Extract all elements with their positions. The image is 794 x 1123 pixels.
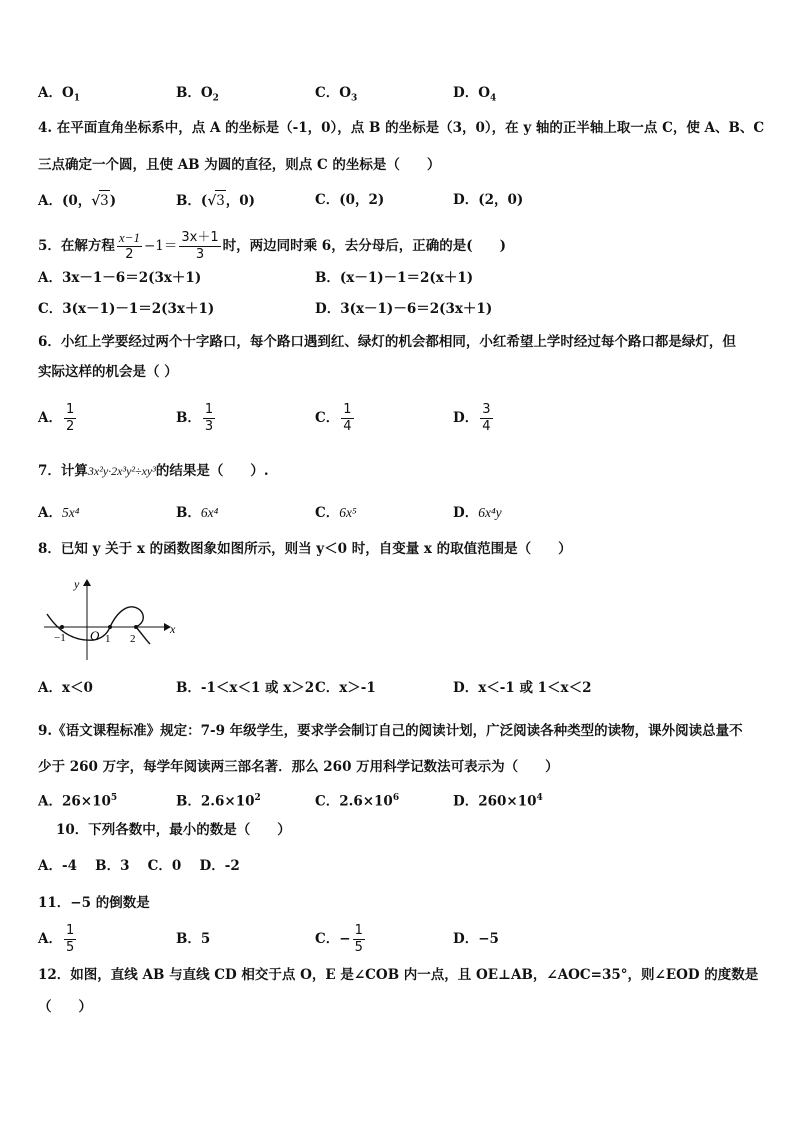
point-2 xyxy=(134,625,138,629)
q8-option-b: B．-1＜x＜1 或 x＞2 xyxy=(176,680,315,696)
q4-stem-line2: 三点确定一个圆，且使 AB 为圆的直径，则点 C 的坐标是（ ） xyxy=(38,157,441,173)
q8-option-d: D．x＜-1 或 1＜x＜2 xyxy=(453,680,592,696)
q11-option-a: A． $\frac{1}{5}$ xyxy=(38,923,75,955)
q6-option-d: D． $\frac{3}{4}$ xyxy=(453,402,491,434)
q8-option-c: C．x＞-1 xyxy=(315,680,376,696)
q4-option-a: A．(0，√3) xyxy=(38,190,116,211)
q5-stem: 5．在解方程 $\frac{x-1}{2}$ −1＝ $\frac{3x+1}{3}$ 时，两边同时乘 6，去分母后，正确的是( ) xyxy=(38,230,506,262)
q12-stem-line1: 12．如图，直线 AB 与直线 CD 相交于点 O，E 是∠COB 内一点，且 OE⊥AB，∠AOC=35°，则∠EOD 的度数是 xyxy=(38,967,759,983)
q6-stem-line2: 实际这样的机会是（ ） xyxy=(38,364,178,380)
q8-stem: 8．已知 y 关于 x 的函数图象如图所示，则当 y＜0 时，自变量 x 的取值范围是（ ） xyxy=(38,541,572,557)
q3-option-d: D．$O_4$ xyxy=(453,85,497,104)
q4-option-c: C．(0，2) xyxy=(315,192,385,208)
x-label: x xyxy=(170,622,176,636)
q12-stem-line2: （ ） xyxy=(38,999,92,1015)
q5-option-a: A．3x－1－6＝2(3x＋1) xyxy=(38,270,202,286)
q5-option-d: D．3(x－1)－6＝2(3x＋1) xyxy=(315,301,493,317)
q9-option-d: D．$260\times 10^4$ xyxy=(453,793,543,810)
q6-stem-line1: 6．小红上学要经过两个十字路口，每个路口遇到红、绿灯的机会都相同，小红希望上学时经过每个路口都是绿灯，但 xyxy=(38,334,736,350)
q7-option-d: D．6x⁴y xyxy=(453,505,502,521)
q8-function-graph xyxy=(42,574,182,664)
q5-option-c: C．3(x－1)－1＝2(3x＋1) xyxy=(38,301,215,317)
q9-option-c: C．$2.6\times 10^6$ xyxy=(315,793,400,810)
q7-option-b: B．6x⁴ xyxy=(176,505,219,521)
q3-option-b: B．$O_2$ xyxy=(176,85,219,104)
q5-fraction-2: $\frac{3x+1}{3}$ xyxy=(181,230,219,262)
q4-stem-line1: 4. 在平面直角坐标系中，点 A 的坐标是（-1，0），点 B 的坐标是（3，0），在 y 轴的正半轴上取一点 C，使 A、B、C xyxy=(38,120,765,136)
q9-stem-line2: 少于 260 万字，每学年阅读两三部名著．那么 260 万用科学记数法可表示为（ ） xyxy=(38,759,559,775)
q5-option-b: B．(x－1)－1＝2(x＋1) xyxy=(315,270,474,286)
q8-option-a: A．x＜0 xyxy=(38,680,93,696)
q7-option-c: C．6x⁵ xyxy=(315,505,357,521)
q5-fraction-1: $\frac{x-1}{2}$ xyxy=(118,230,140,262)
q6-option-b: B． $\frac{1}{3}$ xyxy=(176,402,214,434)
q7-stem: 7．计算3x²y·2x³y²÷xy³的结果是（ ）. xyxy=(38,463,269,479)
q3-option-a: A．$O_1$ xyxy=(38,85,80,104)
q6-option-a: A． $\frac{1}{2}$ xyxy=(38,402,75,434)
q9-option-b: B．$2.6\times 10^2$ xyxy=(176,793,261,810)
point-1 xyxy=(108,625,112,629)
origin-label: O xyxy=(90,628,100,643)
q10-stem: 10．下列各数中，最小的数是（ ） xyxy=(56,822,291,838)
q4-option-d: D．(2，0) xyxy=(453,192,524,208)
q6-option-c: C． $\frac{1}{4}$ xyxy=(315,402,352,434)
point-neg1 xyxy=(60,625,64,629)
q11-option-b: B．5 xyxy=(176,931,211,947)
tick-1: 1 xyxy=(105,633,111,645)
q11-option-c: C．− $\frac{1}{5}$ xyxy=(315,923,363,955)
q11-option-d: D．−5 xyxy=(453,931,499,947)
q11-stem: 11．−5 的倒数是 xyxy=(38,895,150,911)
q4-option-b: B．(√3，0) xyxy=(176,190,255,211)
q7-option-a: A．5x⁴ xyxy=(38,505,80,521)
q9-option-a: A．$26\times 10^5$ xyxy=(38,793,118,810)
tick-neg1: −1 xyxy=(54,632,66,644)
q3-option-c: C．$O_3$ xyxy=(315,85,358,104)
tick-2: 2 xyxy=(130,633,136,645)
q9-stem-line1: 9.《语文课程标准》规定：7-9 年级学生，要求学会制订自己的阅读计划，广泛阅读各种类型的读物，课外阅读总量不 xyxy=(38,723,743,739)
q10-options: A．-4 B．3 C．0 D．-2 xyxy=(38,858,240,874)
y-label: y xyxy=(74,577,80,591)
